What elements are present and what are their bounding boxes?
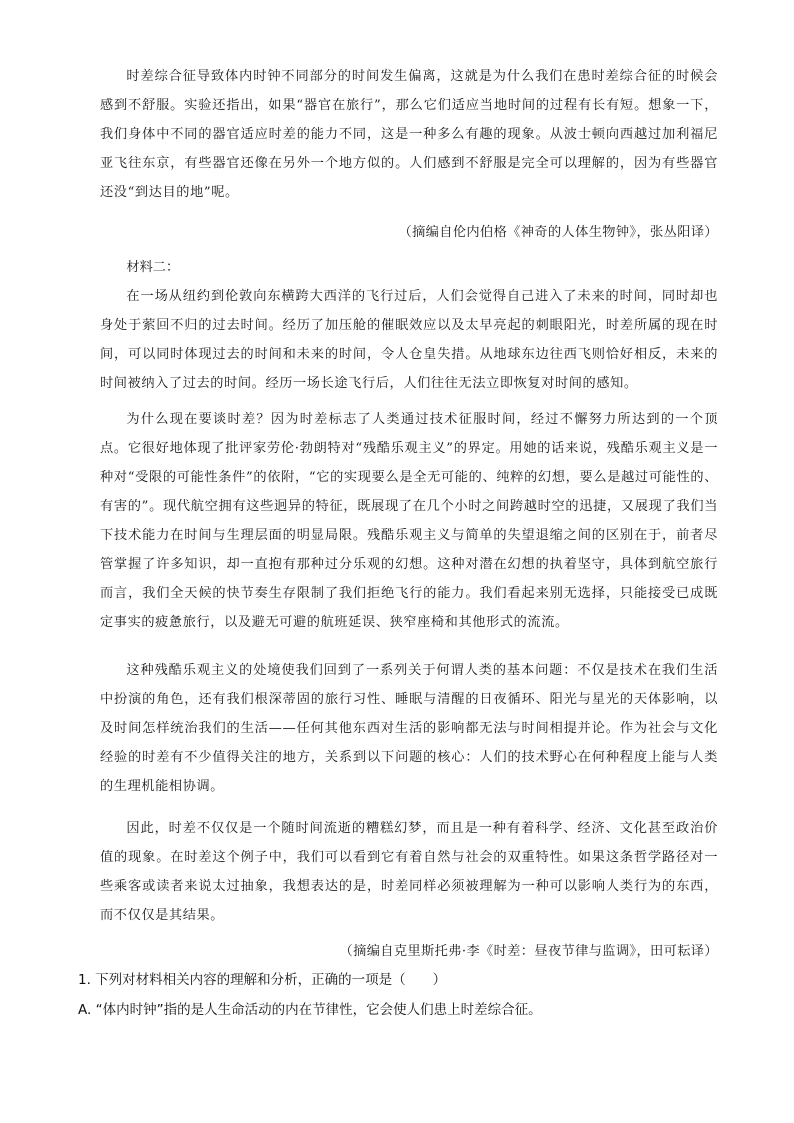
material-one-citation: （摘编自伦内伯格《神奇的人体生物钟》，张丛阳译）	[398, 225, 718, 240]
question-stem: 1. 下列对材料相关内容的理解和分析，正确的一项是（ ）	[78, 972, 447, 988]
material-two-paragraph-3: 这种残酷乐观主义的处境使我们回到了一系列关于何谓人类的基本问题：不仅是技术在我们生活中扮演的角色，还有我们根深蒂固的旅行习性、睡眠与清醒的日夜循环、阳光与星光的天体影响，以及时间怎样统治我们的生活——任何其他东西对生活的影响都无法与时间相提并论。作为社会与文化经验的时差有不少值得关注的地方，关系到以下问题的核心：人们的技术野心在何种程度上能与人类的生理机能相协调。	[100, 663, 718, 794]
material-one-paragraph: 时差综合征导致体内时钟不同部分的时间发生偏离，这就是为什么我们在患时差综合征的时候会感到不舒服。实验还指出，如果“器官在旅行”，那么它们适应当地时间的过程有长有短。想象一下，我们身体中不同的器官适应时差的能力不同，这是一种多么有趣的现象。从波士顿向西越过加利福尼亚飞往东京，有些器官还像在另外一个地方似的。人们感到不舒服是完全可以理解的，因为有些器官还没“到达目的地”呢。	[100, 69, 718, 200]
material-two-paragraph-1: 在一场从纽约到伦敦向东横跨大西洋的飞行过后，人们会觉得自己进入了未来的时间，同时却也身处于萦回不归的过去时间。经历了加压舱的催眠效应以及太早亮起的刺眼阳光，时差所属的现在时间，可以同时体现过去的时间和未来的时间，令人仓皇失措。从地球东边往西飞则恰好相反，未来的时间被纳入了过去的时间。经历一场长途飞行后，人们往往无法立即恢复对时间的感知。	[100, 289, 718, 391]
material-two-paragraph-4: 因此，时差不仅仅是一个随时间流逝的糟糕幻梦，而且是一种有着科学、经济、文化甚至政治价值的现象。在时差这个例子中，我们可以看到它有着自然与社会的双重特性。如果这条哲学路径对一些乘客或读者来说太过抽象，我想表达的是，时差同样必须被理解为一种可以影响人类行为的东西，而不仅仅是其结果。	[100, 821, 718, 923]
material-two-paragraph-2: 为什么现在要谈时差？因为时差标志了人类通过技术征服时间，经过不懈努力所达到的一个顶点。它很好地体现了批评家劳伦·勃朗特对“残酷乐观主义”的界定。用她的话来说，残酷乐观主义是一种对“受限的可能性条件”的依附，“它的实现要么是全无可能的、纯粹的幻想，要么是越过可能性的、有害的”。现代航空拥有这些迥异的特征，既展现了在几个小时之间跨越时空的迅捷，又展现了我们当下技术能力在时间与生理层面的明显局限。残酷乐观主义与简单的失望退缩之间的区别在于，前者尽管掌握了许多知识，却一直抱有那种过分乐观的幻想。这种对潜在幻想的执着坚守，具体到航空旅行而言，我们全天候的快节奏生存限制了我们拒绝飞行的能力。我们看起来别无选择，只能接受已成既定事实的疲惫旅行，以及避无可避的航班延误、狭窄座椅和其他形式的流流。	[100, 412, 718, 630]
question-option-a: A. “体内时钟”指的是人生命活动的内在节律性，它会使人们患上时差综合征。	[78, 1002, 542, 1018]
material-two-heading: 材料二：	[126, 260, 180, 275]
material-two-citation: （摘编自克里斯托弗·李《时差：昼夜节律与监调》，田可耘译）	[339, 944, 718, 959]
